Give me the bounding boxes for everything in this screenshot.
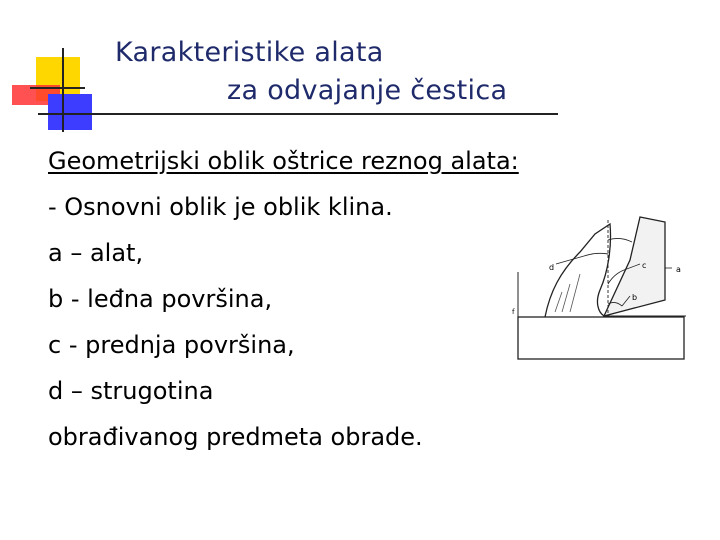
cutting-tool-diagram: [500, 212, 690, 362]
label-b: b: [632, 293, 638, 302]
slide-body: [48, 138, 519, 460]
body-line-3: b - leđna površina,: [48, 285, 273, 313]
angle-arc-top: [608, 238, 632, 242]
chip-hatch-2: [562, 284, 570, 312]
workpiece-outline: [518, 317, 684, 359]
decor-short-horizontal-line: [30, 87, 85, 89]
chip-hatch-1: [555, 292, 562, 312]
decor-blue-square: [48, 94, 92, 130]
angle-arc-d: [584, 253, 608, 256]
body-line-1: - Osnovni oblik je oblik klina.: [48, 193, 393, 221]
body-heading: Geometrijski oblik oštrice reznog alata:: [48, 147, 519, 175]
body-line-4: c - prednja površina,: [48, 331, 295, 359]
slide-title: [115, 34, 507, 110]
title-underline-rule: [38, 113, 558, 115]
body-line-5: d – strugotina: [48, 377, 214, 405]
chip-hatch-3: [570, 274, 580, 312]
label-a: a: [676, 265, 681, 274]
chip-outline: [545, 224, 611, 317]
label-c: c: [642, 261, 647, 270]
decor-vertical-line: [62, 48, 64, 132]
body-line-6: obrađivanog predmeta obrade.: [48, 423, 423, 451]
slide-title-line-2: za odvajanje čestica: [227, 75, 508, 106]
label-d: d: [549, 263, 555, 272]
body-line-2: a – alat,: [48, 239, 144, 267]
slide-title-line-1: Karakteristike alata: [115, 37, 384, 68]
label-f: f: [512, 308, 515, 316]
